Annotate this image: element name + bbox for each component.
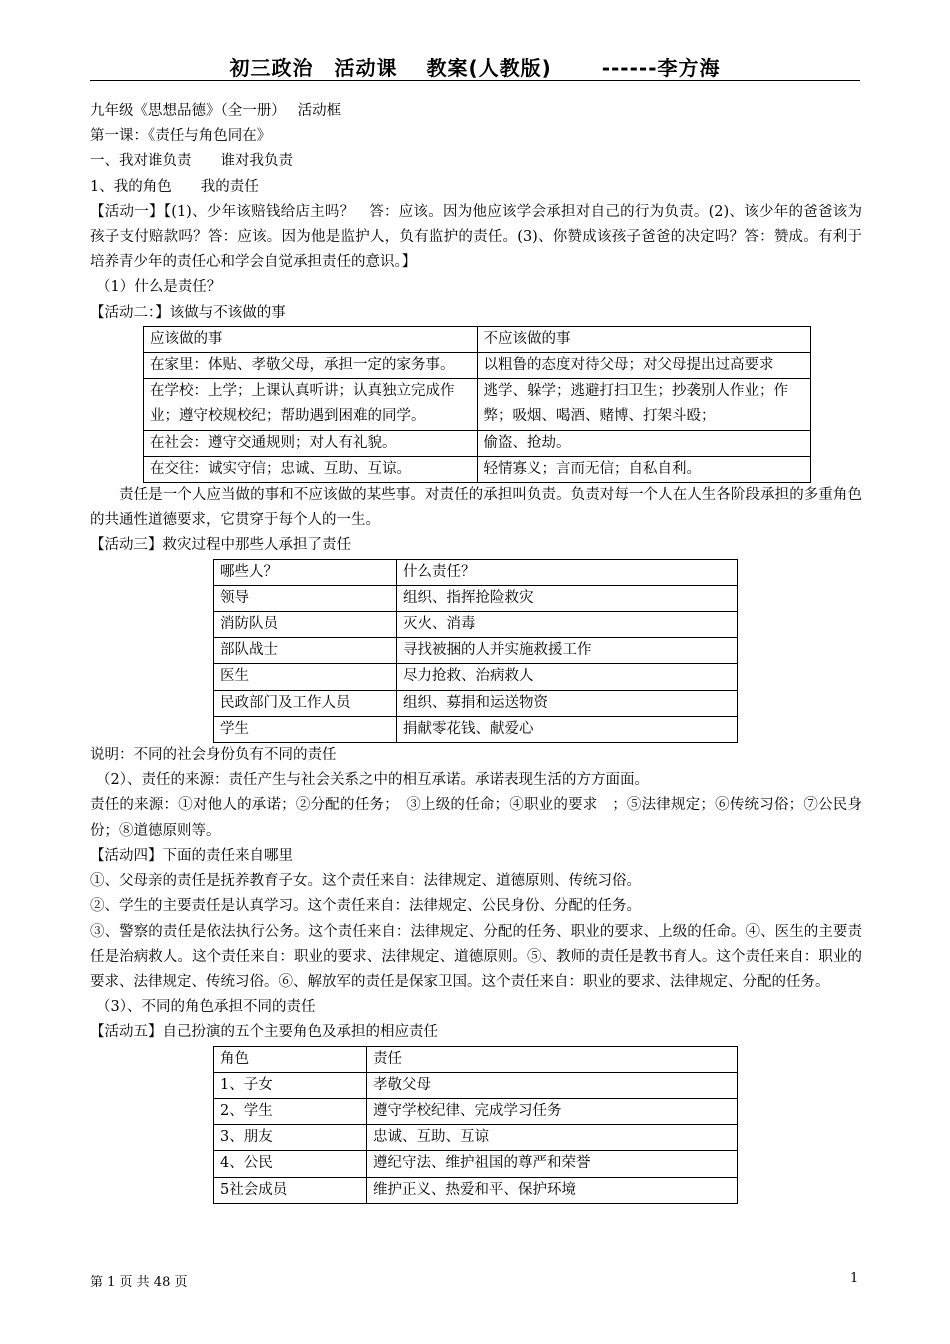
table-cell: 部队战士 [214, 638, 397, 664]
table-row [214, 1125, 738, 1151]
table-cell: 遵守学校纪律、完成学习任务 [367, 1098, 738, 1124]
table-cell: 4、公民 [214, 1151, 367, 1177]
table-row [144, 353, 811, 379]
table-cell: 消防队员 [214, 612, 397, 638]
table-row [214, 1098, 738, 1124]
table-cell: 维护正义、热爱和平、保护环境 [367, 1177, 738, 1203]
activity-4-item: ③、警察的责任是依法执行公务。这个责任来自：法律规定、分配的任务、职业的要求、上级的任命。④、医生的主要责任是治病救人。这个责任来自：职业的要求、法律规定、道德原则。⑤、教师的责任是教书育人。这个责任来自：职业的要求、法律规定、传统习俗。⑥、解放军的责任是保家卫国。这个责任来自：职业的要求、法律规定、分配的任务。 [90, 923, 862, 990]
table-header-cell: 角色 [214, 1046, 367, 1072]
roles-table [213, 1046, 738, 1204]
subsection-heading: 1、我的角色 我的责任 [90, 178, 259, 195]
table-cell: 组织、募捐和运送物资 [397, 690, 738, 716]
question-2: （2）、责任的来源：责任产生与社会关系之中的相互承诺。承诺表现生活的方方面面。 [96, 772, 649, 789]
lesson-title: 第一课：《责任与角色同在》 [90, 128, 272, 145]
table-cell: 在家里：体贴、孝敬父母，承担一定的家务事。 [144, 353, 478, 379]
table-cell: 组织、指挥抢险救灾 [397, 585, 738, 611]
table-cell: 在交往：诚实守信；忠诚、互助、互谅。 [144, 456, 478, 482]
page-number: 1 [850, 1271, 859, 1286]
table-cell: 3、朋友 [214, 1125, 367, 1151]
table-cell: 偷盗、抢劫。 [477, 430, 811, 456]
table-row [214, 1177, 738, 1203]
table-row [214, 612, 738, 638]
table-row [144, 430, 811, 456]
textbook-line: 九年级《思想品德》（全一册） 活动框 [90, 103, 342, 119]
section-heading: 一、我对谁负责 谁对我负责 [90, 153, 293, 170]
activity-1-text: 【活动一】【(1)、少年该赔钱给店主吗？ 答：应该。因为他应该学会承担对自己的行为负责。(2)、该少年的爸爸该为孩子支付赔款吗？答：应该。因为他是监护人，负有监护的责任。(3)、你赞成该孩子爸爸的决定吗？答：赞成。有利于培养青少年的责任心和学会自觉承担责任的意识。】 [90, 203, 862, 271]
should-do-table [143, 326, 811, 483]
table-header-cell: 什么责任？ [397, 559, 738, 585]
table-row [214, 716, 738, 742]
activity-5-heading: 【活动五】自己扮演的五个主要角色及承担的相应责任 [90, 1024, 438, 1041]
table-cell: 2、学生 [214, 1098, 367, 1124]
table-header-row [214, 1046, 738, 1072]
table-row [144, 379, 811, 430]
table-row [214, 1072, 738, 1098]
table-cell: 医生 [214, 664, 397, 690]
responsibility-sources: 责任的来源：①对他人的承诺；②分配的任务； ③上级的任命；④职业的要求 ；⑤法律规定；⑥传统习俗；⑦公民身份；⑧道德原则等。 [90, 797, 862, 839]
table-row [214, 585, 738, 611]
table-cell: 1、子女 [214, 1072, 367, 1098]
table-cell: 孝敬父母 [367, 1072, 738, 1098]
table-header-cell: 不应该做的事 [477, 326, 811, 352]
activity-4-item: ②、学生的主要责任是认真学习。这个责任来自：法律规定、公民身份、分配的任务。 [90, 898, 641, 915]
note-text: 说明：不同的社会身份负有不同的责任 [90, 747, 337, 764]
table-header-row [214, 559, 738, 585]
table-cell: 以粗鲁的态度对待父母；对父母提出过高要求 [477, 353, 811, 379]
table-cell: 民政部门及工作人员 [214, 690, 397, 716]
activity-4-heading: 【活动四】下面的责任来自哪里 [90, 847, 293, 864]
table-cell: 捐献零花钱、献爱心 [397, 716, 738, 742]
table-row [214, 690, 738, 716]
table-cell: 在社会：遵守交通规则；对人有礼貌。 [144, 430, 478, 456]
question-1: （1）什么是责任？ [96, 279, 222, 296]
question-3: （3）、不同的角色承担不同的责任 [96, 999, 316, 1016]
table-row [214, 1151, 738, 1177]
table-cell: 遵纪守法、维护祖国的尊严和荣誉 [367, 1151, 738, 1177]
table-cell: 灭火、消毒 [397, 612, 738, 638]
table-header-cell: 哪些人？ [214, 559, 397, 585]
table-header-row [144, 326, 811, 352]
table-cell: 忠诚、互助、互谅 [367, 1125, 738, 1151]
table-cell: 逃学、躲学；逃避打扫卫生；抄袭别人作业；作弊；吸烟、喝酒、赌博、打架斗殴； [477, 379, 811, 430]
disaster-relief-table [213, 559, 738, 743]
header-rule [90, 80, 860, 81]
page-header-title: 初三政治 活动课 教案(人教版) ------李方海 [229, 56, 721, 80]
table-cell: 轻情寡义；言而无信；自私自利。 [477, 456, 811, 482]
page-count: 第 1 页 共 48 页 [90, 1275, 188, 1290]
table-cell: 尽力抢救、治病救人 [397, 664, 738, 690]
table-header-cell: 应该做的事 [144, 326, 478, 352]
table-cell: 领导 [214, 585, 397, 611]
table-row [214, 638, 738, 664]
document-body [90, 99, 862, 1204]
activity-4-item: ①、父母亲的责任是抚养教育子女。这个责任来自：法律规定、道德原则、传统习俗。 [90, 873, 641, 890]
table-cell: 寻找被捆的人并实施救援工作 [397, 638, 738, 664]
table-cell: 学生 [214, 716, 397, 742]
table-cell: 在学校：上学；上课认真听讲；认真独立完成作业；遵守校规校纪；帮助遇到困难的同学。 [144, 379, 478, 430]
responsibility-definition: 责任是一个人应当做的事和不应该做的某些事。对责任的承担叫负责。负责对每一个人在人生各阶段承担的多重角色的共通性道德要求，它贯穿于每个人的一生。 [90, 487, 862, 529]
activity-3-heading: 【活动三】救灾过程中那些人承担了责任 [90, 537, 351, 554]
activity-2-heading: 【活动二：】该做与不该做的事 [90, 304, 286, 321]
table-row [144, 456, 811, 482]
table-cell: 5社会成员 [214, 1177, 367, 1203]
table-row [214, 664, 738, 690]
table-header-cell: 责任 [367, 1046, 738, 1072]
